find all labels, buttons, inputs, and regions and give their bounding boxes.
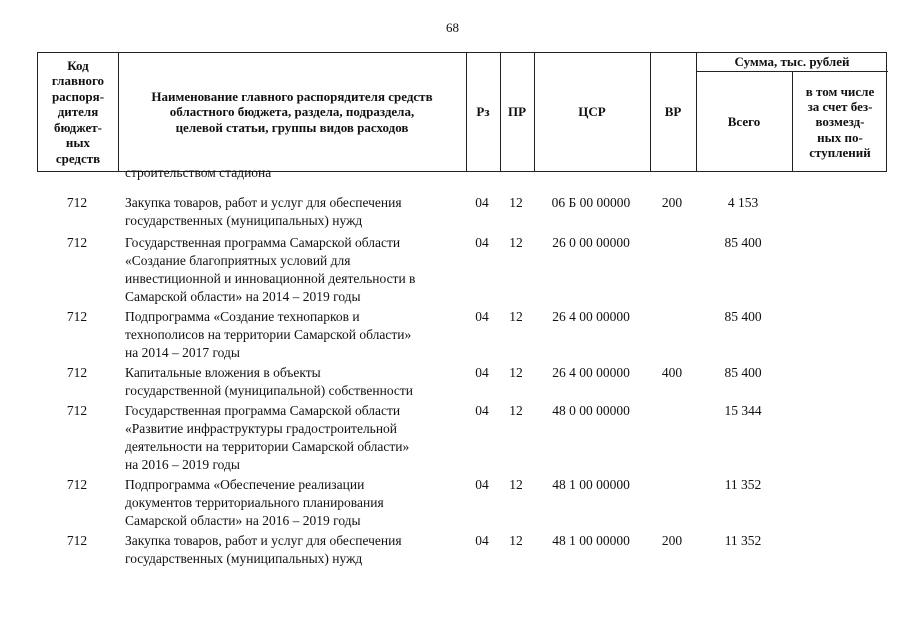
page-number: 68 [446,20,459,35]
row-name-line: Подпрограмма «Создание технопарков и [125,309,360,324]
row-name-line: технополисов на территории Самарской области» [125,327,412,342]
row-csr: 48 0 00 00000 [552,403,630,418]
header-vr: ВР [664,104,682,120]
row-rz: 04 [475,309,489,324]
row-name [125,308,470,362]
header-csr: ЦСР [578,104,606,120]
row-name [125,532,470,568]
row-name-line: строительством стадиона [125,165,272,180]
row-name-line: Подпрограмма «Обеспечение реализации [125,477,365,492]
row-name-line: Закупка товаров, работ и услуг для обеспечения [125,195,402,210]
row-csr: 48 1 00 00000 [552,477,630,492]
header-code-line: распоря- [51,88,105,104]
header-free [792,71,888,173]
row-total: 85 400 [724,365,762,380]
header-code-text [52,58,104,167]
row-code: 712 [66,235,88,250]
row-vr: 200 [661,533,683,548]
row-pr: 12 [509,403,523,418]
row-csr: 48 1 00 00000 [552,533,630,548]
row-total: 11 352 [724,477,762,492]
row-name [125,194,470,230]
row-vr: 400 [661,365,683,380]
row-name-line: Закупка товаров, работ и услуг для обеспечения [125,533,402,548]
row-pr: 12 [509,195,523,210]
row-name-line: Государственная программа Самарской области [125,403,401,418]
header-name-line: Наименование главного распорядителя средств [151,88,433,104]
row-code: 712 [66,403,88,418]
row-pr: 12 [509,235,523,250]
row-name [125,402,470,474]
header-sum: Сумма, тыс. рублей [734,54,850,70]
row-code: 712 [66,477,88,492]
row-name-line: Государственная программа Самарской области [125,235,401,250]
row-rz: 04 [475,533,489,548]
row-pr: 12 [509,365,523,380]
row-rz: 04 [475,477,489,492]
header-name-line: целевой статьи, группы видов расходов [175,119,409,135]
row-code: 712 [66,195,88,210]
header-code-line: Код [67,57,89,73]
header-free-line: за счет без- [807,99,873,115]
header-total: Всего [727,114,761,130]
row-code: 712 [66,365,88,380]
header-code-line: бюджет- [53,119,102,135]
row-name [125,476,470,530]
row-code: 712 [66,533,88,548]
row-rz: 04 [475,195,489,210]
header-free-line: в том числе [805,83,875,99]
row-csr: 26 0 00 00000 [552,235,630,250]
header-code-line: ных [65,135,91,151]
header-name-line: областного бюджета, раздела, подраздела, [169,104,415,120]
row-csr: 26 4 00 00000 [552,309,630,324]
row-name-line: Самарской области» на 2014 – 2019 годы [125,289,361,304]
header-code [38,53,118,171]
row-name-line: инвестиционной и инновационной деятельности в [125,271,416,286]
row-name-line: Самарской области» на 2016 – 2019 годы [125,513,361,528]
row-name [125,364,470,400]
row-total: 4 153 [727,195,759,210]
row-total: 85 400 [724,235,762,250]
row-vr: 200 [661,195,683,210]
row-pr: 12 [509,309,523,324]
row-csr: 06 Б 00 00000 [551,195,631,210]
row-pr: 12 [509,533,523,548]
row-total: 85 400 [724,309,762,324]
row-rz: 04 [475,235,489,250]
row-csr: 26 4 00 00000 [552,365,630,380]
table-header [37,52,887,172]
header-free-line: ступлений [809,144,871,160]
row-name-line: Капитальные вложения в объекты [125,365,321,380]
row-name-line: деятельности на территории Самарской области» [125,439,410,454]
row-total: 11 352 [724,533,762,548]
row-rz: 04 [475,403,489,418]
row-name [125,234,470,306]
row-name [125,164,470,182]
row-name-line: государственных (муниципальных) нужд [125,551,363,566]
header-code-line: главного [51,73,105,89]
header-pr: ПР [507,104,527,120]
row-name-line: государственной (муниципальной) собственности [125,383,414,398]
header-free-line: возмезд- [815,114,865,130]
row-rz: 04 [475,365,489,380]
header-code-line: средств [55,150,101,166]
header-code-line: дителя [57,104,99,120]
row-name-line: документов территориального планирования [125,495,384,510]
row-code: 712 [66,309,88,324]
header-free-line: ных по- [817,129,863,145]
header-name [118,53,466,171]
row-name-line: государственных (муниципальных) нужд [125,213,363,228]
row-name-line: «Развитие инфраструктуры градостроительной [125,421,398,436]
row-total: 15 344 [724,403,762,418]
row-name-line: на 2016 – 2019 годы [125,457,240,472]
header-rz: Рз [476,104,490,120]
row-pr: 12 [509,477,523,492]
row-name-line: на 2014 – 2017 годы [125,345,240,360]
row-name-line: «Создание благоприятных условий для [125,253,351,268]
